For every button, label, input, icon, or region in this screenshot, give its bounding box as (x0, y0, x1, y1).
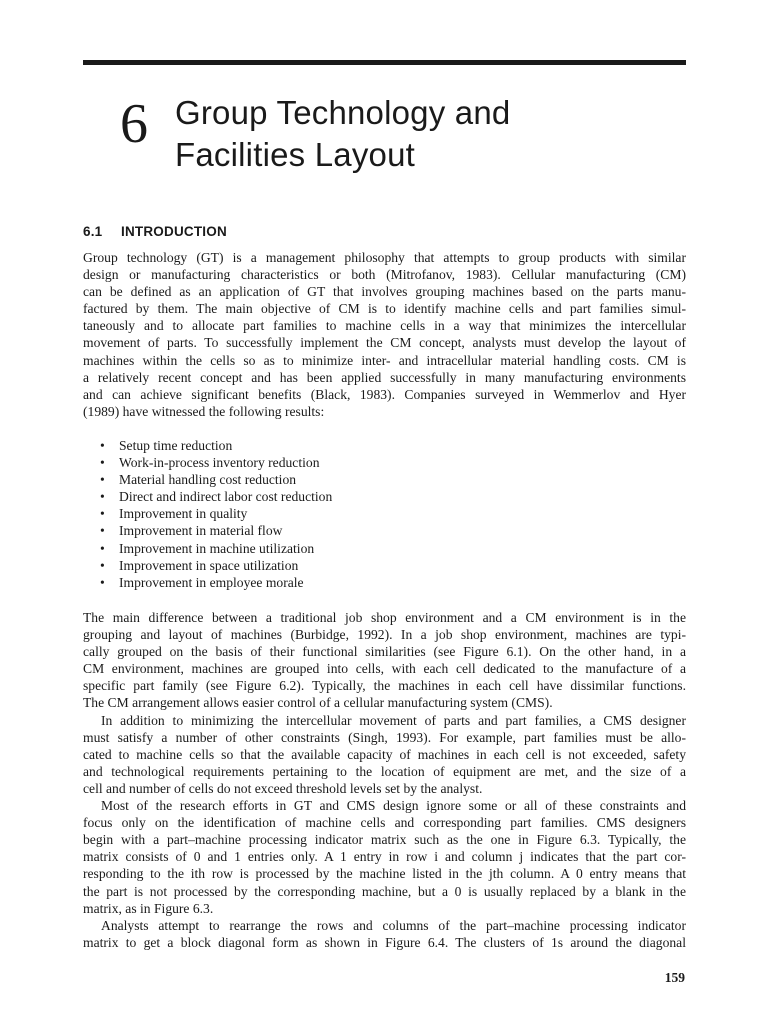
text-line: The main difference between a traditional job shop environment and a CM environment is in the (83, 610, 686, 625)
list-item: • Improvement in quality (100, 506, 248, 522)
text-line: and can achieve significant benefits (Black, 1983). Companies surveyed in Wemmerlov and Hyer (83, 386, 686, 402)
section-heading (83, 224, 227, 239)
bullet-icon: • (100, 455, 105, 471)
text-line: design or manufacturing characteristics or both (Mitrofanov, 1983). Cellular manufacturing (CM) (83, 267, 686, 283)
text-line: machines within the cells so as to minimize inter- and intracellular material handling costs. CM is (83, 352, 686, 368)
text-line: matrix to get a block diagonal form as shown in Figure 6.4. The clusters of 1s around the diagonal (83, 934, 686, 950)
text-line: matrix consists of 0 and 1 entries only. A 1 entry in row i and column j indicates that the part cor- (83, 849, 686, 865)
text-line: begin with a part–machine processing indicator matrix such as the one in Figure 6.3. Typically, the (83, 832, 686, 848)
bullet-icon: • (100, 557, 105, 573)
text-line: CM environment, machines are grouped into cells, with each cell dedicated to the manufacture of a (83, 661, 686, 677)
text-line: matrix, as in Figure 6.3. (83, 900, 214, 916)
text-line: taneously and to allocate part families to machine cells in a way that minimizes the intercellular (83, 318, 686, 334)
text-line: focus only on the identification of machine cells and corresponding part families. CMS designers (83, 815, 686, 831)
text-line: The CM arrangement allows easier control of a cellular manufacturing system (CMS). (83, 695, 553, 711)
list-item: • Material handling cost reduction (100, 472, 297, 488)
text-line: responding to the ith row is processed by the machine listed in the jth column. A 0 entry means that (83, 866, 686, 882)
text-line: Group technology (GT) is a management philosophy that attempts to group products with similar (83, 250, 686, 265)
chapter-title (175, 92, 675, 176)
bullet-icon: • (100, 506, 105, 522)
list-item: • Improvement in material flow (100, 523, 283, 539)
list-item: • Improvement in space utilization (100, 557, 299, 573)
chapter-number: 6 (120, 93, 148, 155)
text-line: factured by them. The main objective of CM is to identify machine cells and part families simul- (83, 301, 686, 317)
text-line: cally grouped on the basis of their functional similarities (see Figure 6.1). On the other hand, in a (83, 644, 686, 660)
text-line: must satisfy a number of other constraints (Singh, 1993). For example, part families must be allo- (83, 729, 686, 745)
text-line: cell and number of cells do not exceed threshold levels set by the analyst. (83, 780, 483, 796)
text-line: (1989) have witnessed the following results: (83, 403, 325, 419)
top-rule (83, 60, 686, 65)
text-line: and technological requirements pertaining to the location of equipment are met, and the size of a (83, 763, 686, 779)
list-item: • Work-in-process inventory reduction (100, 455, 320, 471)
chapter-title-line-1: Group Technology and (175, 94, 511, 131)
text-line: specific part family (see Figure 6.2). Typically, the machines in each cell have dissimilar functions. (83, 678, 686, 694)
bullet-icon: • (100, 540, 105, 556)
text-line: movement of parts. To successfully implement the CM concept, analysts must develop the layout of (83, 335, 686, 351)
bullet-icon: • (100, 438, 105, 453)
bullet-icon: • (100, 472, 105, 488)
text-line: Most of the research efforts in GT and CMS design ignore some or all of these constraints and (101, 798, 686, 814)
paragraph-intro (83, 249, 686, 420)
list-item: • Setup time reduction (100, 438, 233, 453)
section-number: 6.1 (83, 224, 103, 239)
text-line: a relatively recent concept and has been applied successfully in many manufacturing environments (83, 369, 686, 385)
text-line: grouping and layout of machines (Burbidge, 1992). In a job shop environment, machines are typi- (83, 627, 686, 643)
results-bullet-list (100, 437, 660, 591)
text-line: In addition to minimizing the intercellular movement of parts and part families, a CMS designer (101, 712, 686, 728)
bullet-icon: • (100, 523, 105, 539)
text-line: Analysts attempt to rearrange the rows and columns of the part–machine processing indicator (101, 917, 686, 933)
chapter-title-line-2: Facilities Layout (175, 136, 416, 173)
text-line: cated to machine cells so that the available capacity of machines in each cell is not exceeded, safety (83, 746, 686, 762)
page-number: 159 (664, 970, 685, 985)
text-line: the part is not processed by the corresponding machine, but a 0 is usually replaced by a blank in the (83, 883, 686, 899)
paragraph-body (83, 609, 686, 951)
list-item: • Direct and indirect labor cost reduction (100, 489, 333, 505)
section-title: INTRODUCTION (121, 224, 227, 239)
text-line: can be defined as an application of GT that involves grouping machines based on the parts manu- (83, 284, 686, 300)
bullet-icon: • (100, 574, 105, 590)
bullet-icon: • (100, 489, 105, 505)
list-item: • Improvement in machine utilization (100, 540, 315, 556)
list-item: • Improvement in employee morale (100, 574, 304, 590)
